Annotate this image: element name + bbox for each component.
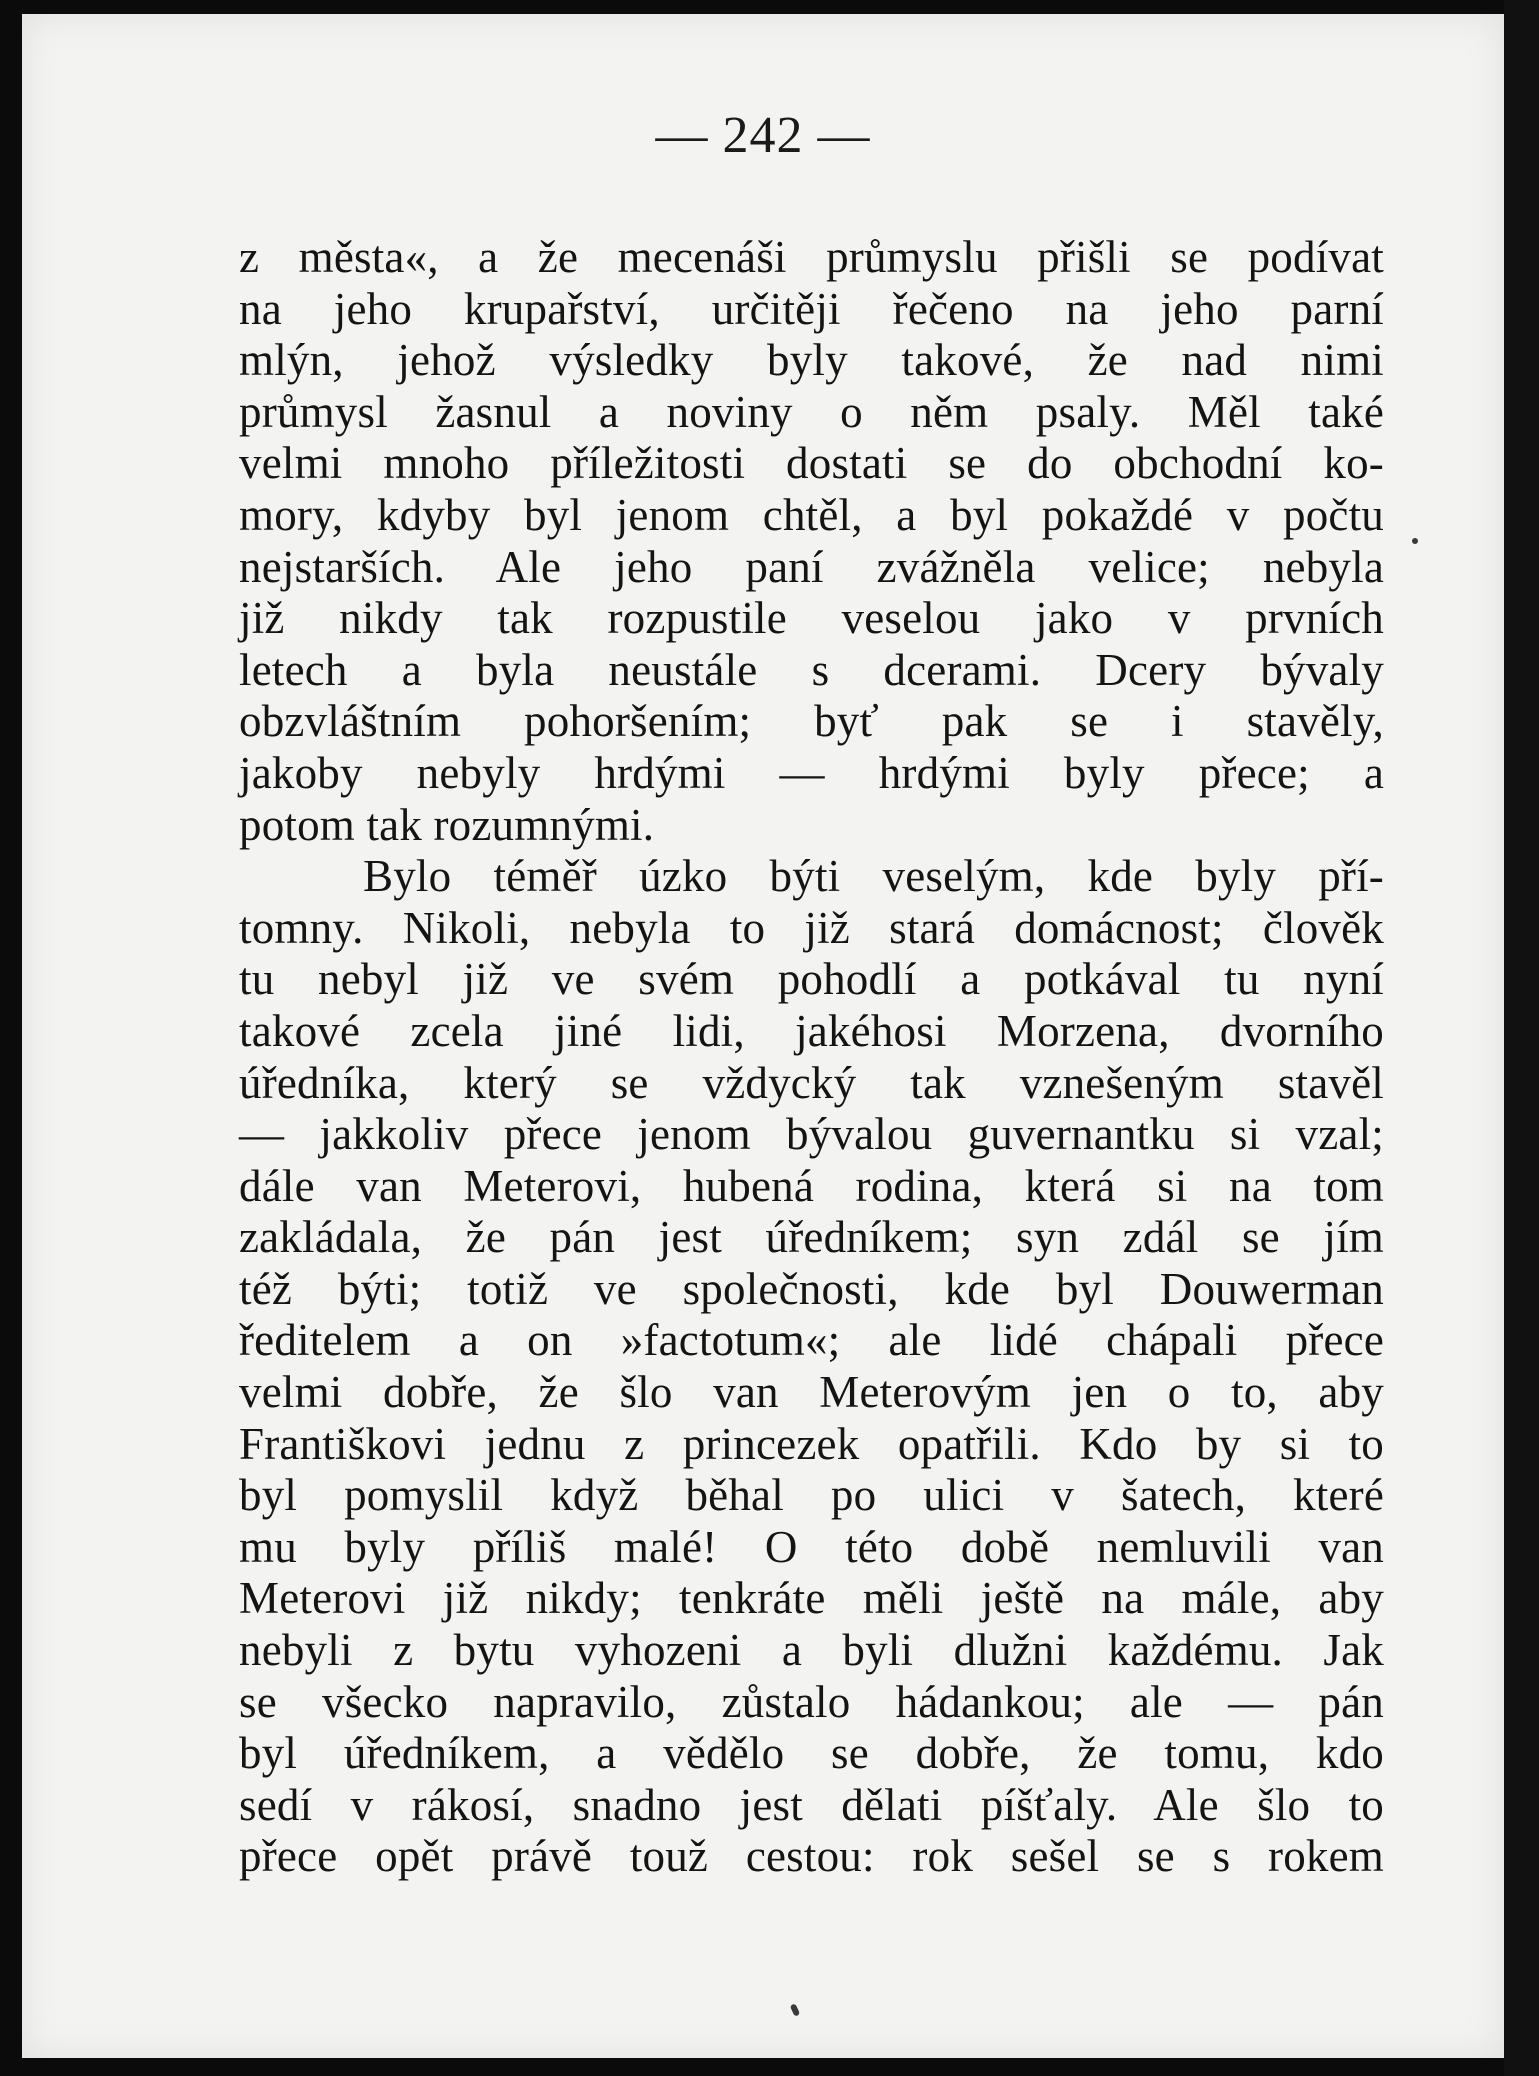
text-line: ředitelem a on »factotum«; ale lidé chápali přece [239, 1315, 1384, 1366]
text-line: velmi dobře, že šlo van Meterovým jen o to, aby [239, 1367, 1384, 1418]
text-line: mlýn, jehož výsledky byly takové, že nad nimi [239, 335, 1384, 386]
paragraph-end-line: potom tak rozumnými. [239, 799, 655, 850]
text-line: zakládala, že pán jest úředníkem; syn zdál se jím [239, 1212, 1384, 1263]
text-line: obzvláštním pohoršením; byť pak se i stavěly, [239, 696, 1384, 747]
text-line: též býti; totiž ve společnosti, kde byl Douwerman [239, 1263, 1384, 1314]
text-line: Meterovi již nikdy; tenkráte měli ještě na mále, aby [239, 1573, 1384, 1624]
dust-speck [1412, 538, 1418, 544]
page-number: — 242 — [655, 107, 871, 164]
text-line: úředníka, který se vždycký tak vznešeným stavěl [239, 1057, 1384, 1108]
text-line: na jeho krupařství, určitěji řečeno na jeho parní [239, 283, 1384, 334]
text-line: letech a byla neustále s dcerami. Dcery bývaly [239, 644, 1384, 695]
scan-edge-right [1504, 0, 1539, 2076]
text-line: tu nebyl již ve svém pohodlí a potkával tu nyní [239, 954, 1384, 1005]
text-line: mory, kdyby byl jenom chtěl, a byl pokaždé v počtu [239, 489, 1384, 540]
text-line: takové zcela jiné lidi, jakéhosi Morzena, dvorního [239, 1005, 1384, 1056]
paragraph-start-line: Bylo téměř úzko býti veselým, kde byly pří- [363, 851, 1384, 902]
text-line: Františkovi jednu z princezek opatřili. Kdo by si to [239, 1418, 1384, 1469]
text-line: dále van Meterovi, hubená rodina, která si na tom [239, 1160, 1384, 1211]
text-line: nebyli z bytu vyhozeni a byli dlužni každému. Jak [239, 1625, 1384, 1676]
text-line: přece opět právě touž cestou: rok sešel se s rokem [239, 1831, 1384, 1882]
text-line: z města«, a že mecenáši průmyslu přišli se podívat [239, 232, 1384, 282]
text-line: se všecko napravilo, zůstalo hádankou; ale — pán [239, 1676, 1384, 1727]
text-line: již nikdy tak rozpustile veselou jako v prvních [239, 593, 1384, 644]
text-line: tomny. Nikoli, nebyla to již stará domácnost; člověk [239, 902, 1384, 953]
book-page [22, 14, 1504, 2058]
text-line: průmysl žasnul a noviny o něm psaly. Měl také [239, 386, 1384, 437]
body-text [239, 232, 1384, 1883]
text-line: velmi mnoho příležitosti dostati se do obchodní ko- [239, 438, 1384, 489]
text-line: nejstarších. Ale jeho paní zvážněla velice; nebyla [239, 541, 1384, 592]
text-line: jakoby nebyly hrdými — hrdými byly přece; a [239, 747, 1384, 798]
text-line: byl pomyslil když běhal po ulici v šatech, které [239, 1470, 1384, 1521]
dust-speck [790, 2003, 801, 2016]
text-line: byl úředníkem, a vědělo se dobře, že tomu, kdo [239, 1728, 1384, 1779]
text-line: sedí v rákosí, snadno jest dělati píšťaly. Ale šlo to [239, 1779, 1384, 1830]
text-line: — jakkoliv přece jenom bývalou guvernantku si vzal; [239, 1109, 1384, 1160]
text-line: mu byly příliš malé! O této době nemluvili van [239, 1521, 1384, 1572]
